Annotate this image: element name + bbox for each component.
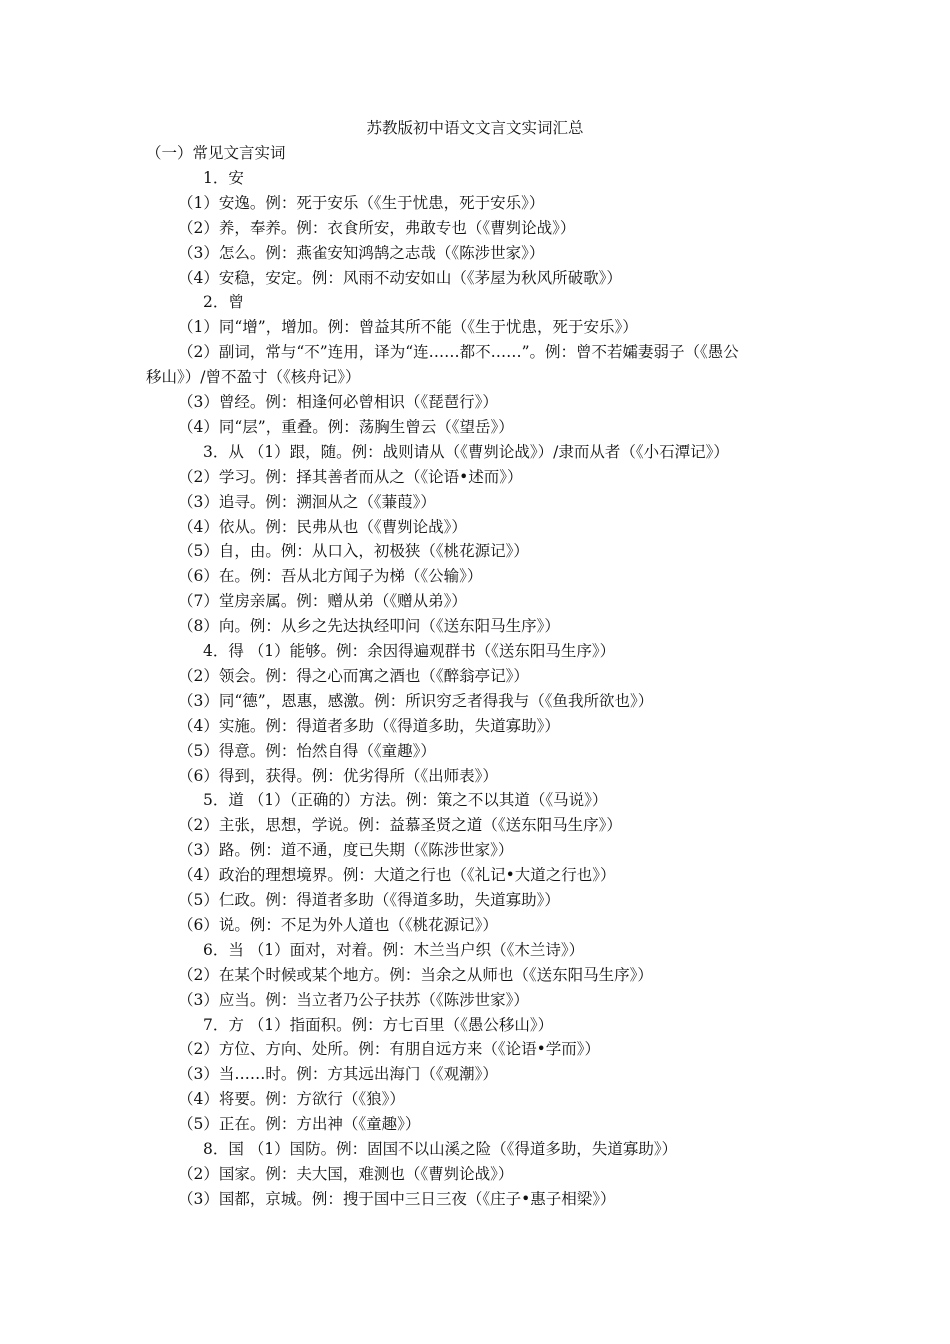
- text-line: （4）实施。例：得道者多助（《得道多助，失道寡助》）: [178, 716, 560, 735]
- text-line: （2）在某个时候或某个地方。例：当余之从师也（《送东阳马生序》）: [178, 965, 653, 984]
- text-line: （3）怎么。例：燕雀安知鸿鹄之志哉（《陈涉世家》）: [178, 243, 545, 262]
- text-line: （1）同“增”，增加。例：曾益其所不能（《生于忧患，死于安乐》）: [178, 318, 638, 337]
- text-line: （3）同“德”，恩惠，感激。例：所识穷乏者得我与（《鱼我所欲也》）: [178, 691, 654, 710]
- text-line: 5．道 （1）（正确的）方法。例：策之不以其道（《马说》）: [203, 791, 608, 810]
- text-line: （2）副词，常与“不”连用，译为“连……都不……”。例：曾不若孀妻弱子（《愚公: [178, 343, 739, 362]
- text-line: （6）得到，获得。例：优劣得所（《出师表》）: [178, 766, 498, 785]
- text-line: 6．当 （1）面对，对着。例：木兰当户织（《木兰诗》）: [203, 940, 585, 959]
- text-line: （1）安逸。例：死于安乐（《生于忧患，死于安乐》）: [178, 193, 545, 212]
- text-line: （4）将要。例：方欲行（《狼》）: [178, 1090, 405, 1109]
- text-line: （3）追寻。例：溯洄从之（《蒹葭》）: [178, 492, 436, 511]
- text-line: （一）常见文言实词: [146, 144, 286, 162]
- text-line: 移山》）/曾不盈寸（《核舟记》）: [146, 368, 361, 387]
- text-line: 1．安: [203, 168, 244, 187]
- text-line: （4）政治的理想境界。例：大道之行也（《礼记•大道之行也》）: [178, 866, 616, 885]
- text-line: （2）领会。例：得之心而寓之酒也（《醉翁亭记》）: [178, 666, 529, 685]
- text-line: （6）在。例：吾从北方闻子为梯（《公输》）: [178, 567, 483, 586]
- text-line: 8．国 （1）国防。例：固国不以山溪之险（《得道多助，失道寡助》）: [203, 1140, 678, 1158]
- text-line: （4）依从。例：民弗从也（《曹刿论战》）: [178, 517, 467, 536]
- text-line: （7）堂房亲属。例：赠从弟（《赠从弟》）: [178, 592, 467, 611]
- text-line: （2）国家。例：夫大国，难测也（《曹刿论战》）: [178, 1164, 514, 1183]
- text-line: （5）自，由。例：从口入，初极狭（《桃花源记》）: [178, 542, 529, 561]
- text-line: （2）学习。例：择其善者而从之（《论语•述而》）: [178, 467, 523, 486]
- text-line: （8）向。例：从乡之先达执经叩问（《送东阳马生序》）: [178, 617, 560, 636]
- text-line: 7．方 （1）指面积。例：方七百里（《愚公移山》）: [203, 1015, 554, 1034]
- text-line: （2）养，奉养。例：衣食所安，弗敢专也（《曹刿论战》）: [178, 218, 576, 237]
- text-line: （5）得意。例：怡然自得（《童趣》）: [178, 741, 436, 760]
- text-line: （5）正在。例：方出神（《童趣》）: [178, 1115, 421, 1134]
- text-line: （5）仁政。例：得道者多助（《得道多助，失道寡助》）: [178, 891, 560, 909]
- text-line: （4）同“层”，重叠。例：荡胸生曾云（《望岳》）: [178, 417, 514, 436]
- text-line: （3）国都，京城。例：搜于国中三日三夜（《庄子•惠子相梁》）: [178, 1189, 616, 1208]
- text-line: 4．得 （1）能够。例：余因得遍观群书（《送东阳马生序》）: [203, 642, 616, 660]
- text-line: （3）路。例：道不通，度已失期（《陈涉世家》）: [178, 841, 514, 860]
- text-line: （3）曾经。例：相逢何必曾相识（《琵琶行》）: [178, 393, 498, 411]
- text-line: （2）方位、方向、处所。例：有朋自远方来（《论语•学而》）: [178, 1040, 601, 1059]
- document-title: 苏教版初中语文文言文实词汇总: [366, 119, 584, 137]
- text-line: （4）安稳，安定。例：风雨不动安如山（《茅屋为秋风所破歌》）: [178, 268, 622, 287]
- text-line: （3）当……时。例：方其远出海门（《观潮》）: [178, 1065, 498, 1084]
- text-line: （2）主张，思想，学说。例：益慕圣贤之道（《送东阳马生序》）: [178, 816, 622, 835]
- text-line: （3）应当。例：当立者乃公子扶苏（《陈涉世家》）: [178, 990, 529, 1009]
- text-line: （6）说。例：不足为外人道也（《桃花源记》）: [178, 915, 498, 934]
- text-line: 2．曾: [203, 293, 244, 312]
- text-line: 3．从 （1）跟，随。例：战则请从（《曹刿论战》）/隶而从者（《小石潭记》）: [203, 442, 729, 461]
